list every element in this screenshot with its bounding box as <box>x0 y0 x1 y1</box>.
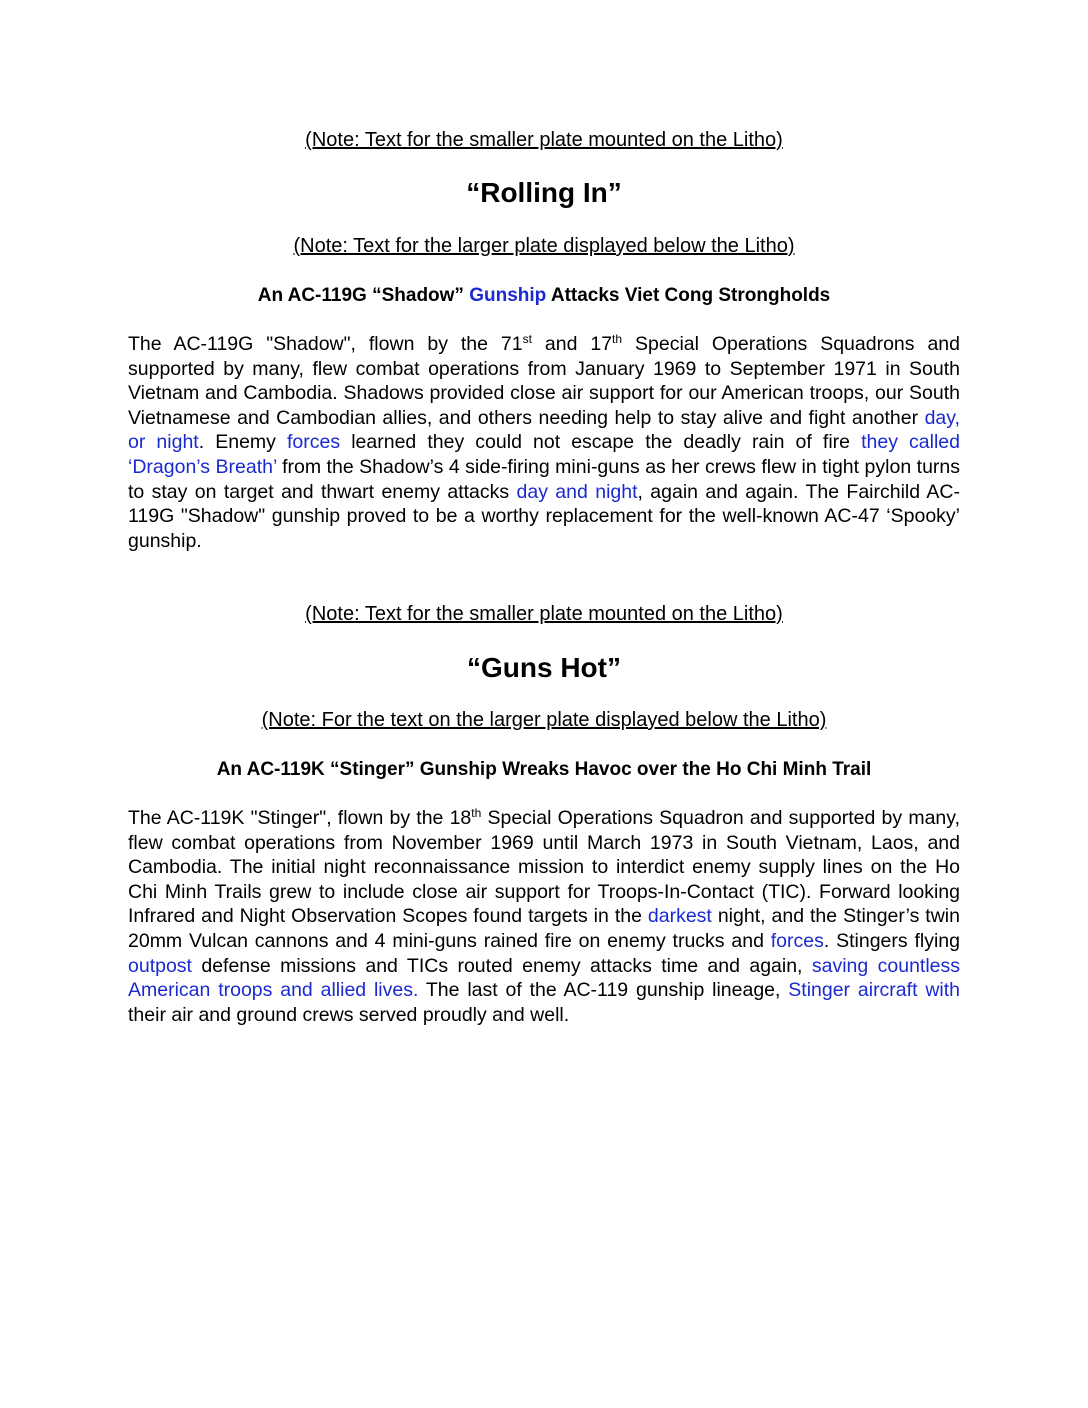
text-run: from the Shadow’s 4 side-firing mini-guns as her crews flew in tight pylon turns to stay on target and thwart enemy attacks <box>128 455 960 503</box>
superscript: st <box>522 332 532 346</box>
paragraph-stinger <box>128 806 960 1027</box>
paragraph-shadow <box>128 332 960 553</box>
highlighted-text: Stinger aircraft with <box>788 979 960 1002</box>
section-subtitle-stinger: An AC-119K “Stinger” Gunship Wreaks Havoc over the Ho Chi Minh Trail <box>216 759 872 780</box>
note-smaller-plate-2: (Note: Text for the smaller plate mounted on the Litho) <box>305 603 783 625</box>
text-run: defense missions and TICs routed enemy attacks time and again, <box>191 954 812 977</box>
text-run: their air and ground crews served proudly and well. <box>128 1003 570 1026</box>
text-run: The last of the AC-119 gunship lineage, <box>418 979 789 1002</box>
note-larger-plate-2: (Note: For the text on the larger plate displayed below the Litho) <box>261 709 827 731</box>
text-run: and 17 <box>531 333 613 355</box>
text-run: , again and again. The Fairchild AC-119G "Shadow" gunship proved to be a worthy replacement for the well-known AC-47 ‘Spooky’ gunship. <box>128 480 960 552</box>
subtitle-text: Attacks Viet Cong Strongholds <box>546 285 831 306</box>
highlighted-text: day, or night <box>128 406 960 454</box>
highlighted-text: saving countless American troops and allied lives. <box>128 954 961 1002</box>
highlighted-text: forces <box>287 431 341 454</box>
highlighted-text: they called ‘Dragon’s Breath’ <box>128 431 960 478</box>
section-title-guns-hot: “Guns Hot” <box>467 652 621 683</box>
section-subtitle-shadow <box>0 284 1088 308</box>
text-run: learned they could not escape the deadly rain of fire <box>340 431 862 454</box>
note-smaller-plate-1: (Note: Text for the smaller plate mounted on the Litho) <box>305 129 783 151</box>
text-run: The AC-119K "Stinger", flown by the 18 <box>128 807 472 829</box>
highlighted-text: forces <box>770 929 824 952</box>
section-title-rolling-in: “Rolling In” <box>466 177 622 208</box>
subtitle-text: An AC-119G “Shadow” <box>257 285 470 306</box>
highlighted-text: day and night <box>516 480 638 503</box>
highlighted-text: outpost <box>128 954 192 977</box>
text-run: . Enemy <box>198 431 288 454</box>
text-run: . Stingers flying <box>823 929 960 952</box>
highlighted-text: Gunship <box>469 285 547 306</box>
superscript: th <box>612 332 623 346</box>
text-run: night, and the Stinger’s twin 20mm Vulcan cannons and 4 mini-guns rained fire on enemy trucks and <box>128 905 960 952</box>
text-run: Special Operations Squadron and supported by many, flew combat operations from November 1969 until March 1973 in South Vietnam, Laos, and Cambodia. The initial night reconnaissance mission to interdict enemy supply lines on the Ho Chi Minh Trails grew to include close air support for Troops-In-Contact (TIC). Forward looking Infrared and Night Observation Scopes found targets in the <box>128 807 960 928</box>
note-larger-plate-1: (Note: Text for the larger plate displayed below the Litho) <box>293 235 795 257</box>
highlighted-text: darkest <box>647 905 712 928</box>
superscript: th <box>471 806 482 820</box>
text-run: Special Operations Squadrons and supported by many, flew combat operations from January 1969 to September 1971 in South Vietnam and Cambodia. Shadows provided close air support for our American troops, our South Vietnamese and Cambodian allies, and others needing help to stay alive and fight another <box>128 333 960 429</box>
text-run: The AC-119G "Shadow", flown by the 71 <box>128 333 523 355</box>
